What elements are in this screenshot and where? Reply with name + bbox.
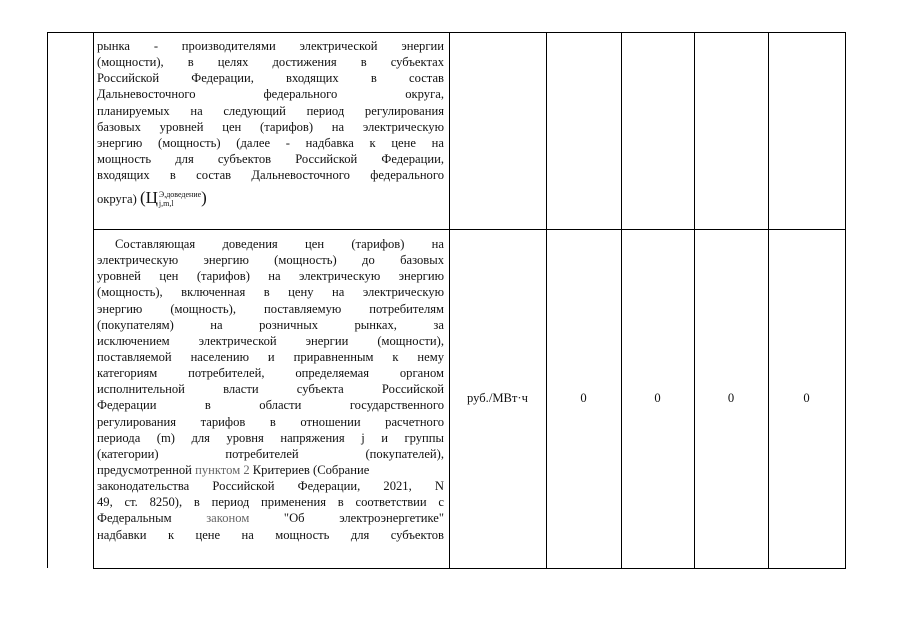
row2-line-with-link <box>97 462 444 478</box>
row2-line: Составляющая доведения цен (тарифов) на <box>115 237 444 251</box>
row2-line: 49, ст. 8250), в период применения в соответствии с <box>97 495 444 510</box>
row2-line: (покупателям) на розничных рынках, за <box>97 317 444 332</box>
row1-formula-line <box>97 185 444 211</box>
row2-text <box>97 236 444 543</box>
row2-value-2: 0 <box>654 391 661 405</box>
row2-line: исключением электрической энергии (мощности), <box>97 333 444 348</box>
row2-line: регулирования тарифов в отношении расчетного <box>97 414 444 429</box>
row1-line: базовых уровней цен (тарифов) на электрическую <box>97 119 444 134</box>
row1-line: Дальневосточного федерального округа, <box>97 87 444 102</box>
formula-sub: j,m,l <box>158 199 174 209</box>
row2-line: категориям потребителей, определяемая органом <box>97 366 444 381</box>
col-border-7 <box>845 32 846 568</box>
col-border-2 <box>449 32 450 568</box>
row2-value-3: 0 <box>727 391 735 405</box>
row2-line: энергию (мощность), поставляемую потребителям <box>97 301 444 316</box>
link-punkt-2[interactable]: пунктом 2 <box>195 462 250 477</box>
row1-line: (мощности), в целях достижения в субъектах <box>97 55 444 70</box>
row2-line: периода (m) для уровня напряжения j и группы <box>97 430 444 445</box>
link-zakon[interactable]: законом <box>206 511 250 526</box>
col-border-1 <box>93 32 94 568</box>
row1-line: мощность для субъектов Российской Федерации, <box>97 151 444 166</box>
row2-value-4: 0 <box>803 391 810 405</box>
row-border-top <box>47 32 846 33</box>
row2-line: (категории) потребителей (покупателей), <box>97 446 444 461</box>
row2-line: поставляемой населению и приравненным к нему <box>97 349 444 364</box>
row-border-bottom <box>93 568 846 569</box>
row2-line: законодательства Российской Федерации, 2021, N <box>97 479 444 494</box>
col-border-4 <box>621 32 622 568</box>
row2-line: (мощность), включенная в цену на электрическую <box>97 285 444 300</box>
row2-line: уровней цен (тарифов) на электрическую энергию <box>97 269 444 284</box>
row2-text-fragment: Критериев (Собрание <box>249 462 370 477</box>
row2-line: электрическую энергию (мощность) до базовых <box>97 253 444 268</box>
row2-line: Федерации в области государственного <box>97 398 444 413</box>
row2-line: исполнительной власти субъекта Российской <box>97 382 444 397</box>
row1-line: входящих в состав Дальневосточного федерального <box>97 168 444 183</box>
row1-line: Российской Федерации, входящих в состав <box>97 71 444 86</box>
formula-sup: Э,доведение <box>158 190 202 200</box>
row1-line: рынка - производителями электрической энергии <box>97 39 444 53</box>
row1-last-line-prefix: округа) <box>97 192 137 207</box>
row2-text-fragment: Федеральным <box>97 511 207 526</box>
formula-open: (Ц <box>139 188 158 208</box>
row2-line: надбавки к цене на мощность для субъектов <box>97 527 444 542</box>
row2-text-fragment: "Об электроэнергетике" <box>249 511 444 526</box>
col-border-3 <box>546 32 547 568</box>
col-border-6 <box>768 32 769 568</box>
row2-text-fragment: предусмотренной <box>97 462 196 477</box>
row2-line-with-link <box>97 510 444 526</box>
row-border-mid <box>93 229 846 230</box>
col-border-5 <box>694 32 695 568</box>
row1-text <box>97 38 444 211</box>
formula-close: ) <box>201 188 207 208</box>
row1-line: планируемых на следующий период регулирования <box>97 103 444 118</box>
formula-indices <box>159 190 201 208</box>
row2-value-1: 0 <box>580 391 587 405</box>
col-border-0 <box>47 32 48 568</box>
row1-line: энергию (мощность) (далее - надбавка к цене на <box>97 135 444 150</box>
row2-unit: руб./МВт·ч <box>467 391 528 405</box>
